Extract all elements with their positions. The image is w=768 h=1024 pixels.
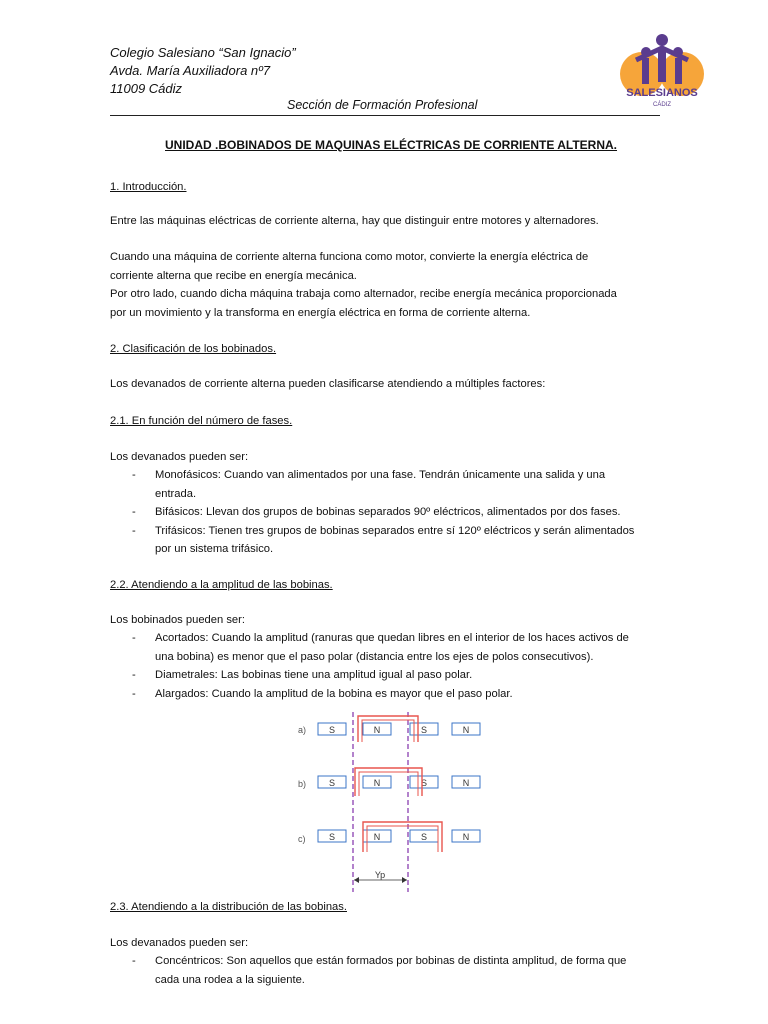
list-item-line: - Concéntricos: Son aquellos que están formados por bobinas de distinta amplitud, de forma que — [155, 955, 627, 967]
pitch-arrowhead-right — [402, 877, 407, 883]
intro-line: Por otro lado, cuando dicha máquina trabaja como alternador, recibe energía mecánica proporcionada — [110, 288, 617, 300]
logo-subtext: CÁDIZ — [653, 102, 671, 108]
amplitude-heading-block — [110, 576, 670, 595]
pole-label: S — [328, 725, 336, 735]
list-item-line: por un sistema trifásico. — [155, 543, 274, 555]
classification-heading-block — [110, 340, 670, 359]
pole-label: N — [462, 832, 470, 842]
distribution-heading-block — [110, 898, 670, 917]
list-item — [110, 503, 670, 522]
coil-pitch-diagram — [290, 712, 490, 894]
phases-list — [110, 466, 670, 559]
pole-label: N — [373, 832, 381, 842]
amplitude-lead: Los bobinados pueden ser: — [110, 614, 245, 626]
school-city: 11009 Cádiz — [110, 81, 183, 96]
amplitude-heading: 2.2. Atendiendo a la amplitud de las bobinas. — [110, 579, 333, 591]
pitch-arrowhead-left — [354, 877, 359, 883]
distribution-lead: Los devanados pueden ser: — [110, 937, 249, 949]
intro-line: Cuando una máquina de corriente alterna funciona como motor, convierte la energía eléctrica de — [110, 251, 589, 263]
list-item — [110, 522, 670, 559]
pole-label: N — [373, 725, 381, 735]
school-name: Colegio Salesiano “San Ignacio” — [110, 45, 296, 60]
list-item-line: - Bifásicos: Llevan dos grupos de bobinas separados 90º eléctricos, alimentados por dos fases. — [155, 506, 621, 518]
pitch-label: Yp — [374, 870, 386, 880]
list-item-line: - Acortados: Cuando la amplitud (ranuras que quedan libres en el interior de los haces activos de — [155, 632, 629, 644]
intro-line: corriente alterna que recibe en energía mecánica. — [110, 269, 357, 282]
list-item-line: una bobina) es menor que el paso polar (distancia entre los ejes de polos consecutivos). — [155, 650, 594, 663]
list-item-line: cada una rodea a la siguiente. — [155, 973, 305, 986]
intro-heading: 1. Introducción. — [110, 181, 187, 193]
intro-line: por un movimiento y la transforma en energía eléctrica en forma de corriente alterna. — [110, 306, 531, 319]
logo-text: SALESIANOS — [626, 87, 698, 99]
list-item — [110, 666, 670, 685]
pole-label: N — [462, 778, 470, 788]
list-item-line: - Trifásicos: Tienen tres grupos de bobinas separados entre sí 120º eléctricos y serán alimentados — [155, 524, 635, 537]
list-item — [110, 466, 670, 503]
list-item-line: - Diametrales: Las bobinas tiene una amplitud igual al paso polar. — [155, 669, 473, 681]
pole-label: S — [420, 832, 428, 842]
distribution-heading: 2.3. Atendiendo a la distribución de las bobinas. — [110, 901, 347, 913]
row-label-c: c) — [298, 834, 306, 844]
list-item — [110, 629, 670, 666]
salesianos-logo — [618, 30, 706, 112]
intro-heading-block — [110, 178, 670, 197]
list-item-line: - Monofásicos: Cuando van alimentados por una fase. Tendrán únicamente una salida y una — [155, 469, 606, 481]
pole-label: S — [328, 778, 336, 788]
list-item — [110, 952, 670, 989]
distribution-list — [110, 952, 670, 989]
amplitude-list — [110, 629, 670, 703]
unit-title: UNIDAD .BOBINADOS DE MAQUINAS ELÉCTRICAS DE CORRIENTE ALTERNA. — [165, 138, 618, 152]
classification-heading: 2. Clasificación de los bobinados. — [110, 343, 277, 355]
pole-label: S — [420, 778, 428, 788]
classification-paragraph: Los devanados de corriente alterna pueden clasificarse atendiendo a múltiples factores: — [110, 378, 546, 390]
pole-label: S — [328, 832, 336, 842]
list-item-line: entrada. — [155, 487, 197, 500]
pole-label: N — [462, 725, 470, 735]
list-item — [110, 685, 670, 704]
row-label-a: a) — [298, 725, 307, 735]
intro-paragraph-1: Entre las máquinas eléctricas de corriente alterna, hay que distinguir entre motores y alternadores. — [110, 215, 599, 227]
pole-label: N — [373, 778, 381, 788]
row-label-b: b) — [298, 779, 307, 789]
phases-heading-block — [110, 412, 670, 431]
phases-lead: Los devanados pueden ser: — [110, 451, 249, 463]
phases-heading: 2.1. En función del número de fases. — [110, 415, 293, 427]
section-title: Sección de Formación Profesional — [287, 98, 478, 112]
intro-paragraph-2 — [110, 248, 670, 322]
list-item-line: - Alargados: Cuando la amplitud de la bobina es mayor que el paso polar. — [155, 687, 513, 700]
school-header — [110, 44, 296, 98]
pole-label: S — [420, 725, 428, 735]
header-divider — [110, 115, 660, 116]
school-address: Avda. María Auxiliadora nº7 — [110, 63, 271, 78]
